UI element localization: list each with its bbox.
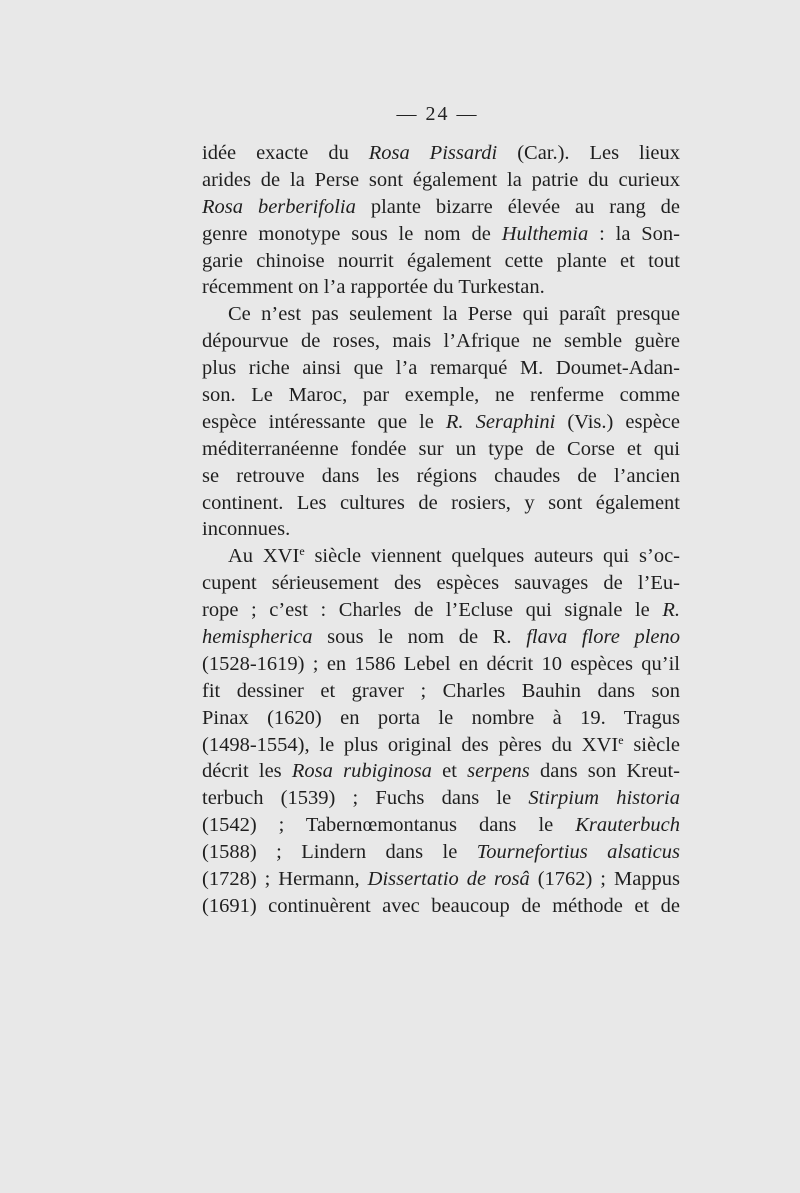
text-line bbox=[202, 624, 680, 651]
italic-text: Rosa rubiginosa bbox=[291, 760, 432, 783]
text-segment: rope ; c’est : Charles de l’Ecluse qui signale le bbox=[202, 599, 663, 622]
italic-text: serpens bbox=[467, 760, 530, 783]
text-line bbox=[202, 866, 680, 893]
text-segment: se retrouve dans les régions chaudes de l’ancien bbox=[202, 464, 680, 487]
page-number: — 24 — bbox=[396, 103, 479, 125]
text-line bbox=[202, 490, 680, 517]
text-segment: méditerranéenne fondée sur un type de Corse et qui bbox=[202, 437, 680, 460]
italic-text: Dissertatio de rosâ bbox=[367, 868, 530, 891]
text-segment: : la Son- bbox=[588, 222, 681, 245]
italic-text: Hulthemia bbox=[501, 222, 589, 245]
text-line bbox=[202, 248, 680, 275]
text-line bbox=[202, 140, 680, 167]
italic-text: hemispherica bbox=[202, 626, 313, 649]
text-segment: inconnues. bbox=[202, 518, 291, 541]
text-segment: (1498-1554), le plus original des pères du XVI bbox=[202, 733, 619, 756]
text-segment: Au XVI bbox=[228, 545, 300, 568]
text-line bbox=[202, 758, 680, 785]
text-line bbox=[202, 221, 680, 248]
text-segment: (1542) ; Tabernœmontanus dans le bbox=[202, 814, 576, 837]
italic-text: Rosa berberifolia bbox=[202, 195, 356, 218]
text-line bbox=[202, 167, 680, 194]
text-line bbox=[202, 355, 680, 382]
text-segment: dépourvue de roses, mais l’Afrique ne semble guère bbox=[202, 330, 680, 353]
text-segment: (1728) ; Hermann, bbox=[202, 868, 368, 891]
text-line bbox=[202, 651, 680, 678]
text-line bbox=[202, 839, 680, 866]
text-segment: (1588) ; Lindern dans le bbox=[202, 841, 477, 864]
italic-text: R. Seraphini bbox=[445, 410, 556, 433]
text-segment: plante bizarre élevée au rang de bbox=[355, 195, 681, 218]
text-segment: Pinax (1620) en porta le nombre à 19. Tragus bbox=[202, 706, 680, 729]
italic-text: Tournefortius alsaticus bbox=[476, 841, 680, 864]
text-line bbox=[202, 893, 680, 920]
text-line bbox=[202, 328, 680, 355]
text-segment: dans son Kreut- bbox=[529, 760, 680, 783]
text-segment: (Car.). Les lieux bbox=[497, 142, 680, 164]
text-segment: terbuch (1539) ; Fuchs dans le bbox=[202, 787, 529, 810]
text-segment: continent. Les cultures de rosiers, y sont également bbox=[202, 491, 680, 514]
text-segment: son. Le Maroc, par exemple, ne renferme comme bbox=[202, 384, 680, 407]
text-line bbox=[202, 301, 680, 328]
text-line bbox=[202, 274, 680, 301]
text-line bbox=[202, 382, 680, 409]
text-segment: (1691) continuèrent avec beaucoup de méthode et de bbox=[202, 894, 680, 917]
italic-text: Krauterbuch bbox=[575, 814, 680, 837]
italic-text: Stirpium historia bbox=[528, 787, 680, 810]
text-segment: plus riche ainsi que l’a remarqué M. Doumet-Adan- bbox=[202, 357, 680, 380]
superscript-text: e bbox=[299, 544, 305, 559]
text-line bbox=[202, 409, 680, 436]
text-segment: siècle viennent quelques auteurs qui s’oc- bbox=[304, 545, 681, 568]
text-line bbox=[202, 570, 680, 597]
text-segment: récemment on l’a rapportée du Turkestan. bbox=[202, 276, 545, 299]
text-segment: (1762) ; Mappus bbox=[529, 868, 681, 891]
text-line bbox=[202, 678, 680, 705]
text-line bbox=[202, 463, 680, 490]
text-line bbox=[202, 543, 680, 570]
text-segment: (Vis.) espèce bbox=[555, 410, 680, 433]
text-line bbox=[202, 732, 680, 759]
text-segment: et bbox=[431, 760, 468, 783]
text-line bbox=[202, 705, 680, 732]
text-line bbox=[202, 516, 680, 543]
text-line bbox=[202, 812, 680, 839]
text-segment: garie chinoise nourrit également cette plante et tout bbox=[202, 249, 680, 272]
italic-text: flava flore pleno bbox=[526, 626, 680, 649]
text-segment: fit dessiner et graver ; Charles Bauhin dans son bbox=[202, 679, 680, 702]
text-segment: idée exacte du bbox=[202, 142, 369, 164]
text-line bbox=[202, 194, 680, 221]
text-line bbox=[202, 597, 680, 624]
superscript-text: e bbox=[618, 732, 624, 747]
body-text bbox=[202, 140, 680, 920]
italic-text: Rosa Pissardi bbox=[368, 142, 498, 164]
text-segment: genre monotype sous le nom de bbox=[202, 222, 502, 245]
italic-text: R. bbox=[662, 599, 680, 622]
text-segment: Ce n’est pas seulement la Perse qui paraît presque bbox=[228, 303, 680, 326]
text-line bbox=[202, 436, 680, 463]
text-segment: sous le nom de R. bbox=[312, 626, 527, 649]
text-segment: cupent sérieusement des espèces sauvages de l’Eu- bbox=[202, 572, 680, 595]
text-segment: (1528-1619) ; en 1586 Lebel en décrit 10 espèces qu’il bbox=[202, 652, 680, 675]
text-segment: arides de la Perse sont également la patrie du curieux bbox=[202, 168, 680, 191]
text-line bbox=[202, 785, 680, 812]
text-segment: espèce intéressante que le bbox=[202, 410, 446, 433]
text-segment: décrit les bbox=[202, 760, 292, 783]
text-segment: siècle bbox=[623, 733, 680, 756]
